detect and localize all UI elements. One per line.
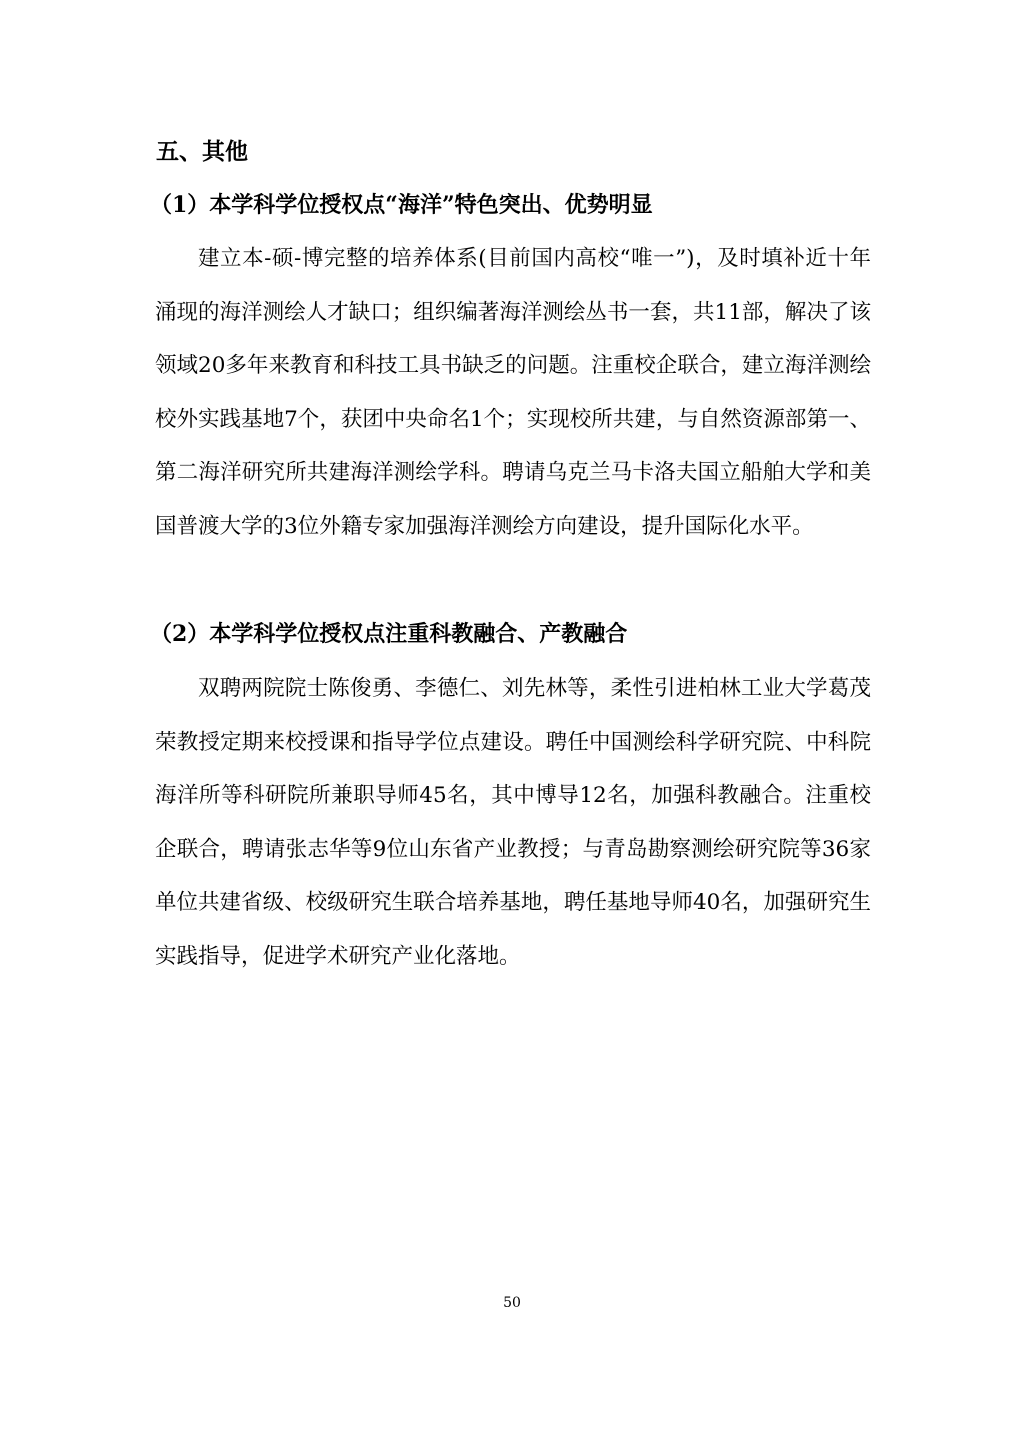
subsection-paragraph-2: 双聘两院院士陈俊勇、李德仁、刘先林等，柔性引进柏林工业大学葛茂荣教授定期来校授课和指导学位点建设。聘任中国测绘科学研究院、中科院海洋所等科研院所兼职导师45名，其中博导12名，加强科教融合。注重校企联合，聘请张志华等9位山东省产业教授；与青岛勘察测绘研究院等36家单位共建省级、校级研究生联合培养基地，聘任基地导师40名，加强研究生实践指导，促进学术研究产业化落地。 <box>155 676 871 969</box>
page-number: 50 <box>503 1295 521 1311</box>
subsection-heading-2: （2）本学科学位授权点注重科教融合、产教融合 <box>150 621 628 647</box>
subsection-paragraph-1: 建立本-硕-博完整的培养体系(目前国内高校“唯一”)，及时填补近十年涌现的海洋测绘人才缺口；组织编著海洋测绘丛书一套，共11部，解决了该领域20多年来教育和科技工具书缺乏的问题。注重校企联合，建立海洋测绘校外实践基地7个，获团中央命名1个；实现校所共建，与自然资源部第一、第二海洋研究所共建海洋测绘学科。聘请乌克兰马卡洛夫国立船舶大学和美国普渡大学的3位外籍专家加强海洋测绘方向建设，提升国际化水平。 <box>155 246 871 539</box>
subsection-heading-1: （1）本学科学位授权点“海洋”特色突出、优势明显 <box>150 192 653 218</box>
section-title: 五、其他 <box>156 138 248 165</box>
